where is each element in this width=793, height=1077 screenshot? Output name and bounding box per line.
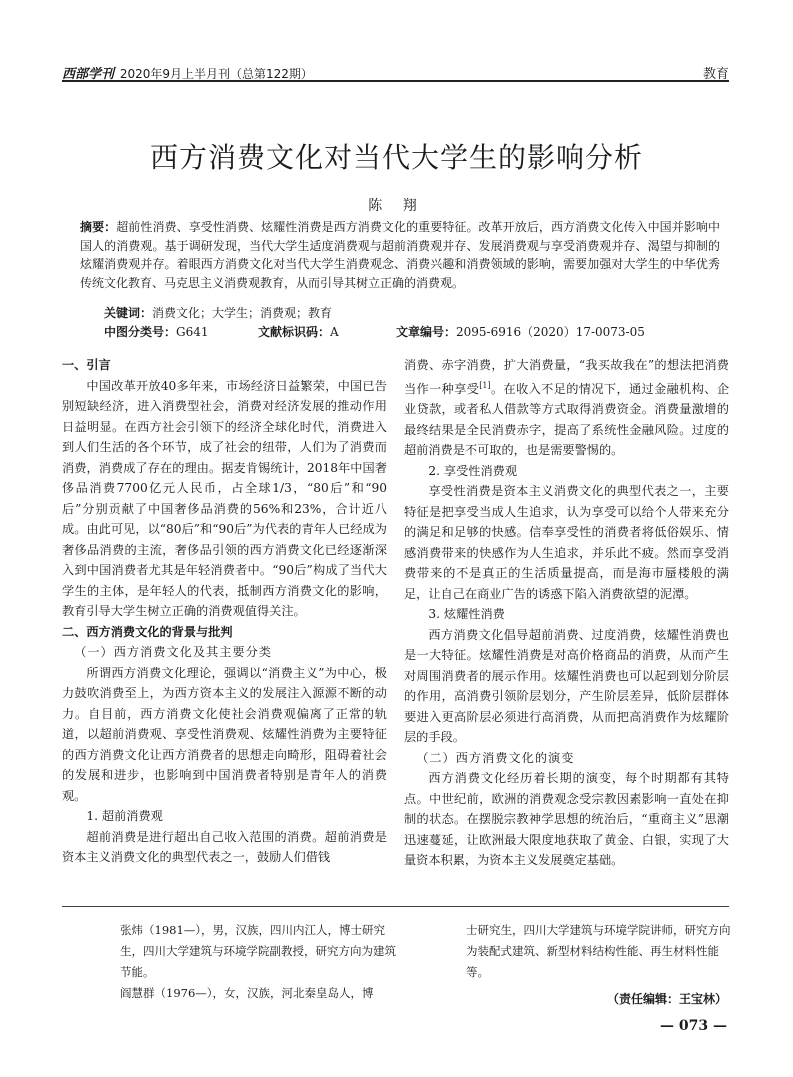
subsection-heading: （二）西方消费文化的演变 xyxy=(416,750,575,765)
paragraph: 享受性消费是资本主义消费文化的典型代表之一，主要特征是把享受当成人生追求，认为享受可以给个人带来充分的满足和足够的快感。信奉享受性的消费者将低俗娱乐、情感消费带来的快感作为人生追求，并乐此不疲。然而享受消费带来的不是真正的生活质量提高，而是海市蜃楼般的满足，让自己在商业广告的诱惑下陷入消费欲望的泥潭。 xyxy=(404,484,729,601)
journal-logo: 西部学刊 xyxy=(62,67,115,82)
section-label: 教育 xyxy=(702,67,729,82)
section-heading-background: 二、西方消费文化的背景与批判 xyxy=(62,624,233,639)
paragraph: 超前消费是进行超出自己收入范围的消费。超前消费是资本主义消费文化的典型代表之一，鼓励人们借钱 xyxy=(62,829,387,864)
footnote-rule xyxy=(62,906,729,907)
keywords xyxy=(104,304,332,321)
paragraph-text: 。在收入不足的情况下，通过金融机构、企业贷款，或者私人借款等方式取得消费资金。消费量激增的最终结果是全民消费赤字，提高了系统性金融风险。过度的超前消费是不可取的，也是需要警惕的。 xyxy=(404,381,730,458)
paragraph: 西方消费文化倡导超前消费、过度消费，炫耀性消费也是一大特征。炫耀性消费是对高价格商品的消费，从而产生对周围消费者的展示作用。炫耀性消费也可以起到划分阶层的作用，高消费引领阶层划分，产生阶层差异，低阶层群体要进入更高阶层必须进行高消费，从而把高消费作为炫耀阶层的手段。 xyxy=(404,627,729,745)
right-column xyxy=(404,355,729,871)
abstract-label: 摘要： xyxy=(80,220,117,234)
document-code xyxy=(258,323,339,340)
clc-label: 中图分类号： xyxy=(104,325,177,339)
page-number: — 073 — xyxy=(660,1018,727,1034)
article-author: 陈 翔 xyxy=(368,198,425,214)
article-no-value: 2095-6916（2020）17-0073-05 xyxy=(456,325,645,339)
keywords-text: 消费文化；大学生；消费观；教育 xyxy=(152,306,333,320)
sub-subsection-heading: 3. 炫耀性消费 xyxy=(428,607,505,622)
sub-subsection-heading: 2. 享受性消费观 xyxy=(428,463,518,478)
paragraph: 中国改革开放40多年来，市场经济日益繁荣，中国已告别短缺经济，进入消费型社会，消费对经济发展的推动作用日益明显。在西方社会引领下的经济全球化时代，消费进入到人们生活的各个环节，成了社会的纽带，人们为了消费而消费，消费成了存在的理由。据麦肯锡统计，2018年中国奢侈品消费7700亿元人民币，占全球1/3，“80后”和“90后”分别贡献了中国奢侈品消费的56%和23%，合计近八成。由此可见，以“80后”和“90后”为代表的青年人已经成为奢侈品消费的主流，奢侈品引领的西方消费文化已经逐渐深入到中国消费者尤其是年轻消费者中。“90后”构成了当代大学生的主体，是年轻人的代表，抵制西方消费文化的影响，教育引导大学生树立正确的消费观值得关注。 xyxy=(62,378,387,618)
clc-value: G641 xyxy=(176,325,209,339)
author-bio: 张炜（1981—），男，汉族，四川内江人，博士研究生，四川大学建筑与环境学院副教授，研究方向为建筑节能。 xyxy=(120,923,396,979)
author-footnote-right xyxy=(466,920,736,983)
paragraph: 西方消费文化经历着长期的演变，每个时期都有其特点。中世纪前，欧洲的消费观念受宗教因素影响一直处在抑制的状态。在摆脱宗教神学思想的统治后，“重商主义”思潮迅速蔓延，让欧洲最大限度地获取了黄金、白银，实现了大量资本积累，为资本主义发展奠定基础。 xyxy=(404,771,729,868)
author-bio: 阎慧群（1976—），女，汉族，河北秦皇岛人，博 xyxy=(120,986,374,1000)
header-rule xyxy=(62,80,729,82)
paragraph: 所谓西方消费文化理论，强调以“消费主义”为中心，极力鼓吹消费至上，为西方资本主义的发展注入源源不断的动力。自目前，西方消费文化使社会消费观偏离了正常的轨道，以超前消费观、享受性消费观、炫耀性消费为主要特征的西方消费文化让西方消费者的思想走向畸形，阻碍着社会的发展和进步，也影响到中国消费者特别是青年人的消费观。 xyxy=(62,665,387,803)
paragraph-continued xyxy=(404,355,729,461)
keywords-label: 关键词： xyxy=(104,306,153,320)
article-number xyxy=(396,323,645,340)
responsible-editor: （责任编辑：王宝林） xyxy=(606,992,727,1006)
abstract xyxy=(80,218,720,292)
article-title: 西方消费文化对当代大学生的影响分析 xyxy=(149,141,643,174)
article-no-label: 文章编号： xyxy=(396,325,457,339)
left-column xyxy=(62,355,387,868)
clc-number xyxy=(104,323,209,340)
issue-info: 2020年9月上半月刊（总第122期） xyxy=(119,67,313,81)
abstract-text: 超前性消费、享受性消费、炫耀性消费是西方消费文化的重要特征。改革开放后，西方消费文化传入中国并影响中国人的消费观。基于调研发现，当代大学生适度消费观与超前消费观并存、发展消费观与享受消费观并存、渴望与抑制的炫耀消费观并存。着眼西方消费文化对当代大学生消费观念、消费兴趣和消费领域的影响，需要加强对大学生的中华优秀传统文化教育、马克思主义消费观教育，从而引导其树立正确的消费观。 xyxy=(80,220,720,290)
section-heading-intro: 一、引言 xyxy=(62,358,111,372)
sub-subsection-heading: 1. 超前消费观 xyxy=(86,809,163,823)
doc-code-label: 文献标识码： xyxy=(258,325,331,339)
reference-marker[interactable]: [1] xyxy=(479,380,491,390)
author-bio-continued: 士研究生，四川大学建筑与环境学院讲师，研究方向为装配式建筑、新型材料结构性能、再生材料性能等。 xyxy=(466,923,731,979)
doc-code-value: A xyxy=(330,325,339,339)
paragraph-text: 消费、赤字消费，扩大消费量，“我买故我在”的想法把消费当作一种享受 xyxy=(404,358,729,396)
subsection-heading: （一）西方消费文化及其主要分类 xyxy=(74,645,272,659)
author-footnote-left xyxy=(120,920,400,1004)
